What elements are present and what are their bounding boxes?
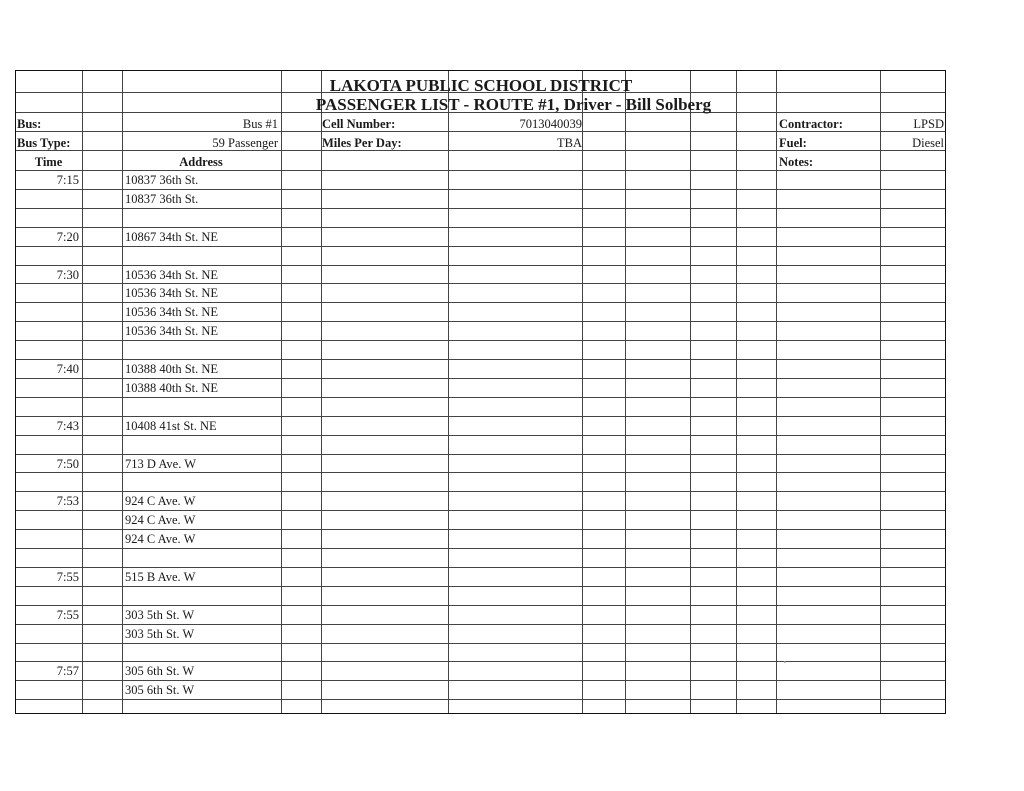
row-divider xyxy=(16,150,945,151)
bus-type-value: 59 Passenger xyxy=(212,136,278,150)
column-divider xyxy=(281,71,282,713)
stop-time: 7:43 xyxy=(56,418,79,433)
row-divider xyxy=(16,170,945,171)
column-divider xyxy=(776,71,777,713)
passenger-list-sheet xyxy=(15,70,946,714)
stop-address: 10536 34th St. NE xyxy=(125,305,219,320)
row-divider xyxy=(16,680,945,681)
row-divider xyxy=(16,454,945,455)
row-divider xyxy=(16,359,945,360)
miles-per-day-label: Miles Per Day: xyxy=(322,136,402,150)
stop-time: 7:40 xyxy=(56,362,79,376)
row-divider xyxy=(16,302,945,303)
stop-address: 303 5th St. W xyxy=(125,626,195,641)
stop-address: 924 C Ave. W xyxy=(125,494,196,509)
stop-time: 7:55 xyxy=(56,607,79,622)
row-divider xyxy=(16,321,945,322)
row-divider xyxy=(16,567,945,568)
stop-time: 7:53 xyxy=(56,494,79,509)
address-column-header: Address xyxy=(179,155,223,169)
row-divider xyxy=(16,548,945,549)
stop-address: 10388 40th St. NE xyxy=(125,380,219,395)
column-divider xyxy=(448,71,449,713)
stop-address: 10536 34th St. NE xyxy=(125,286,219,301)
row-divider xyxy=(16,643,945,644)
stop-address: 10837 36th St. xyxy=(125,173,199,187)
row-divider xyxy=(16,472,945,473)
stop-address: 924 C Ave. W xyxy=(125,513,196,528)
stop-address: 515 B Ave. W xyxy=(125,569,196,584)
row-divider xyxy=(16,586,945,587)
miles-per-day-value: TBA xyxy=(557,136,582,150)
cell-number-label: Cell Number: xyxy=(322,117,396,131)
row-divider xyxy=(16,510,945,511)
row-divider xyxy=(16,699,945,700)
bus-label: Bus: xyxy=(17,117,42,131)
fuel-label: Fuel: xyxy=(779,136,807,150)
contractor-value: LPSD xyxy=(913,117,944,131)
contractor-label: Contractor: xyxy=(779,117,843,131)
notes-label: Notes: xyxy=(779,155,814,169)
document-title: LAKOTA PUBLIC SCHOOL DISTRICT xyxy=(329,76,633,95)
fuel-value: Diesel xyxy=(912,136,944,150)
row-divider xyxy=(16,529,945,530)
stop-time: 7:57 xyxy=(56,664,79,679)
stop-address: 10388 40th St. NE xyxy=(125,362,219,376)
row-divider xyxy=(16,661,945,662)
column-divider xyxy=(736,71,737,713)
stop-time: 7:30 xyxy=(56,267,79,282)
column-divider xyxy=(625,71,626,713)
row-divider xyxy=(16,189,945,190)
stop-address: 10536 34th St. NE xyxy=(125,267,219,282)
row-divider xyxy=(16,491,945,492)
cell-number-value: 7013040039 xyxy=(519,117,582,131)
row-divider xyxy=(16,208,945,209)
column-divider xyxy=(880,71,881,713)
row-divider xyxy=(16,624,945,625)
column-divider xyxy=(690,71,691,713)
stop-address: 10408 41st St. NE xyxy=(125,418,217,433)
row-divider xyxy=(16,605,945,606)
row-divider xyxy=(16,340,945,341)
stop-address: 305 6th St. W xyxy=(125,683,195,698)
row-divider xyxy=(16,227,945,228)
column-divider xyxy=(582,71,583,713)
row-divider xyxy=(16,131,945,132)
row-divider xyxy=(16,283,945,284)
column-divider xyxy=(321,71,322,713)
row-divider xyxy=(16,265,945,266)
stop-address: 924 C Ave. W xyxy=(125,532,196,547)
stop-address: 10536 34th St. NE xyxy=(125,324,219,339)
bus-type-label: Bus Type: xyxy=(17,136,71,150)
column-divider xyxy=(82,71,83,713)
row-divider xyxy=(16,246,945,247)
bus-value: Bus #1 xyxy=(242,117,278,131)
stop-time: 7:20 xyxy=(56,229,79,244)
route-subtitle: PASSENGER LIST - ROUTE #1, Driver - Bill Solberg xyxy=(315,95,712,114)
stop-address: 713 D Ave. W xyxy=(125,456,197,471)
stop-address: 303 5th St. W xyxy=(125,607,195,622)
scan-speck xyxy=(784,661,786,663)
stop-address: 305 6th St. W xyxy=(125,664,195,679)
stop-address: 10867 34th St. NE xyxy=(125,229,219,244)
row-divider xyxy=(16,435,945,436)
stop-time: 7:50 xyxy=(56,456,79,471)
row-divider xyxy=(16,416,945,417)
row-divider xyxy=(16,397,945,398)
stop-time: 7:15 xyxy=(56,173,79,187)
stop-address: 10837 36th St. xyxy=(125,191,199,206)
row-divider xyxy=(16,378,945,379)
stop-time: 7:55 xyxy=(56,569,79,584)
time-column-header: Time xyxy=(34,155,63,169)
